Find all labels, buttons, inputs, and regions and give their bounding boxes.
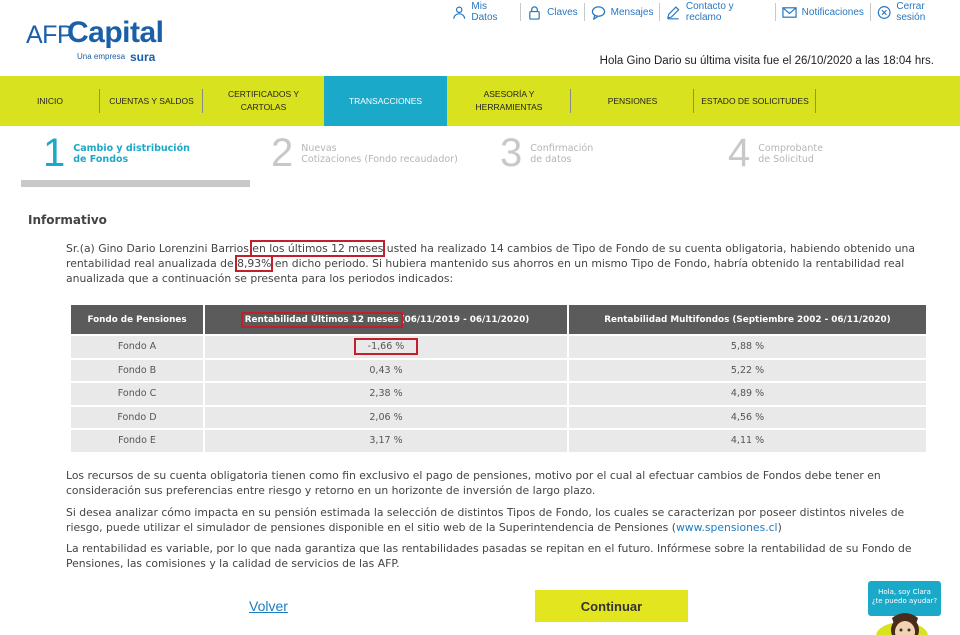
- step-4: [728, 132, 823, 174]
- logo-afp-text: AFP: [26, 21, 74, 49]
- cell-fondo: Fondo D: [71, 407, 203, 429]
- simulador-text: Si desea analizar cómo impacta en su pensión estimada la selección de distintos Tipos de Fondo, los cuales se caracterizan por poseer distintos niveles de riesgo, puede utilizar el simulador de pensiones disponible en el sitio web de la Superintendencia de Pensiones (: [66, 506, 905, 534]
- chat-line2: ¿te puedo ayudar?: [871, 597, 938, 605]
- nav-inicio[interactable]: [0, 76, 100, 126]
- cell-multi: 4,56 %: [569, 407, 926, 429]
- cell-r12: 3,17 %: [205, 430, 567, 452]
- step-3-label: [530, 132, 593, 165]
- table-row: [71, 407, 926, 429]
- step-3-line2: de datos: [530, 154, 572, 165]
- step-progress-bar: [21, 180, 250, 187]
- step-4-line1: Comprobante: [758, 143, 823, 154]
- main-nav: [0, 76, 960, 126]
- header-rentabilidad-12m-period: (06/11/2019 - 06/11/2020): [400, 314, 530, 325]
- cell-multi: 5,88 %: [569, 336, 926, 358]
- step-4-number: 4: [728, 131, 751, 175]
- nav-inicio-label: INICIO: [37, 95, 63, 106]
- volver-button[interactable]: Volver: [249, 598, 288, 614]
- contacto-reclamo-link[interactable]: [660, 3, 775, 21]
- cell-multi: 4,89 %: [569, 383, 926, 405]
- paragraph-rentabilidad: La rentabilidad es variable, por lo que nada garantiza que las rentabilidades pasadas se repitan en el futuro. Infórmese sobre la rentabilidad de su Fondo de Pensiones, las comisiones y la calidad de servicios de las AFP.: [66, 542, 912, 570]
- nav-asesoria-line2: HERRAMIENTAS: [475, 102, 543, 112]
- step-3-number: 3: [500, 131, 523, 175]
- nav-certificados-line2: CARTOLAS: [240, 102, 287, 112]
- continuar-button[interactable]: Continuar: [535, 590, 688, 622]
- nav-transacciones-label: TRANSACCIONES: [348, 95, 423, 106]
- step-3: [500, 132, 593, 174]
- intro-highlight-rate: 8,93%: [237, 257, 272, 270]
- spensiones-link[interactable]: www.spensiones.cl: [675, 521, 778, 534]
- nav-transacciones[interactable]: [324, 76, 447, 126]
- nav-pensiones[interactable]: [571, 76, 694, 126]
- nav-certificados-line1: CERTIFICADOS Y: [227, 89, 299, 99]
- intro-part3: en dicho periodo. Si hubiera mantenido sus ahorros en un mismo Tipo de Fondo, habría obtenido la rentabilidad real anualizada que a continuación se presenta para los periodos indicados:: [66, 257, 905, 285]
- logo-subtitle: Una empresa: [77, 52, 126, 61]
- table-row: [71, 430, 926, 452]
- nav-asesoria-herramientas[interactable]: [447, 76, 571, 126]
- cell-r12-highlight: -1,66 %: [356, 340, 417, 353]
- claves-label: Claves: [547, 6, 578, 18]
- table-header-row: [71, 305, 926, 334]
- cell-r12: [205, 336, 567, 358]
- cell-fondo: Fondo A: [71, 336, 203, 358]
- step-2-number: 2: [271, 131, 294, 175]
- notificaciones-label: Notificaciones: [801, 6, 864, 18]
- step-1-line2: de Fondos: [73, 154, 129, 165]
- nav-cuentas-saldos-label: CUENTAS Y SALDOS: [109, 95, 194, 106]
- mensajes-link[interactable]: [585, 3, 661, 21]
- header-fondo: Fondo de Pensiones: [71, 305, 203, 334]
- step-1-line1: Cambio y distribución: [73, 143, 190, 154]
- header-rentabilidad-multifondos: Rentabilidad Multifondos (Septiembre 2002 - 06/11/2020): [569, 305, 926, 334]
- progress-steps: [21, 132, 941, 188]
- lock-icon: [527, 5, 542, 20]
- top-links: [446, 2, 960, 22]
- table-row: [71, 336, 926, 358]
- step-2-label: [301, 132, 458, 165]
- cell-r12: 0,43 %: [205, 360, 567, 382]
- intro-part1: Sr.(a) Gino Dario Lorenzini Barrios,: [66, 242, 253, 255]
- assistant-avatar-icon: [876, 610, 928, 635]
- claves-link[interactable]: [521, 3, 585, 21]
- step-1: [43, 132, 190, 174]
- chat-icon: [591, 5, 606, 20]
- cell-fondo: Fondo E: [71, 430, 203, 452]
- pencil-icon: [666, 5, 680, 20]
- envelope-icon: [782, 5, 797, 20]
- step-1-label: [73, 132, 190, 165]
- nav-asesoria-line1: ASESORÍA Y: [483, 89, 535, 99]
- cell-r12: 2,38 %: [205, 383, 567, 405]
- step-2-line2: Cotizaciones (Fondo recaudador): [301, 154, 458, 165]
- cell-fondo: Fondo B: [71, 360, 203, 382]
- mensajes-label: Mensajes: [610, 6, 654, 18]
- simulador-end: ): [777, 521, 782, 534]
- step-1-number: 1: [43, 131, 66, 175]
- table-row: [71, 383, 926, 405]
- mis-datos-link[interactable]: [446, 3, 521, 21]
- cell-multi: 4,11 %: [569, 430, 926, 452]
- logo-sura: sura: [130, 50, 156, 64]
- notificaciones-link[interactable]: [776, 3, 871, 21]
- cerrar-sesion-link[interactable]: [871, 3, 960, 21]
- chat-line1: Hola, soy Clara: [878, 588, 931, 596]
- cell-r12: 2,06 %: [205, 407, 567, 429]
- nav-estado-solicitudes[interactable]: [694, 76, 816, 126]
- intro-highlight-period: en los últimos 12 meses: [252, 242, 384, 255]
- section-title: Informativo: [28, 213, 107, 227]
- cell-multi: 5,22 %: [569, 360, 926, 382]
- cerrar-sesion-label: Cerrar sesión: [896, 1, 926, 23]
- header-rentabilidad-12m: [205, 305, 567, 334]
- afp-capital-logo[interactable]: [26, 16, 176, 70]
- intro-part2: usted ha realizado 14 cambios de Tipo de Fondo de su cuenta obligatoria, habiendo obtenido una rentabilidad real anualizada de: [66, 242, 916, 270]
- step-3-line1: Confirmación: [530, 143, 594, 154]
- table-row: [71, 360, 926, 382]
- nav-cuentas-saldos[interactable]: [100, 76, 203, 126]
- close-circle-icon: [877, 5, 891, 20]
- mis-datos-label: Mis Datos: [471, 1, 498, 23]
- logo-capital-text: Capital: [67, 16, 164, 49]
- nav-pensiones-label: PENSIONES: [607, 95, 658, 106]
- step-2: [271, 132, 458, 174]
- cell-fondo: Fondo C: [71, 383, 203, 405]
- user-icon: [452, 5, 466, 20]
- paragraph-recursos: Los recursos de su cuenta obligatoria tienen como fin exclusivo el pago de pensiones, motivo por el cual al efectuar cambios de Fondos debe tener en consideración sus preferencias entre riesgo y retorno en un horizonte de inversión de largo plazo.: [66, 469, 881, 497]
- nav-estado-solicitudes-label: ESTADO DE SOLICITUDES: [701, 95, 809, 106]
- paragraph-simulador: [66, 505, 928, 535]
- nav-certificados-cartolas[interactable]: [203, 76, 324, 126]
- fund-returns-table: [69, 303, 928, 454]
- intro-paragraph: [66, 241, 928, 286]
- step-2-line1: Nuevas: [301, 143, 337, 154]
- step-4-line2: de Solicitud: [758, 154, 814, 165]
- header-rentabilidad-12m-highlight: Rentabilidad Últimos 12 meses: [244, 314, 399, 325]
- contacto-reclamo-label: Contacto y reclamo: [685, 1, 734, 23]
- chat-assistant-avatar[interactable]: [876, 610, 928, 635]
- greeting-text: Hola Gino Dario su última visita fue el 26/10/2020 a las 18:04 hrs.: [599, 55, 934, 67]
- step-4-label: [758, 132, 823, 165]
